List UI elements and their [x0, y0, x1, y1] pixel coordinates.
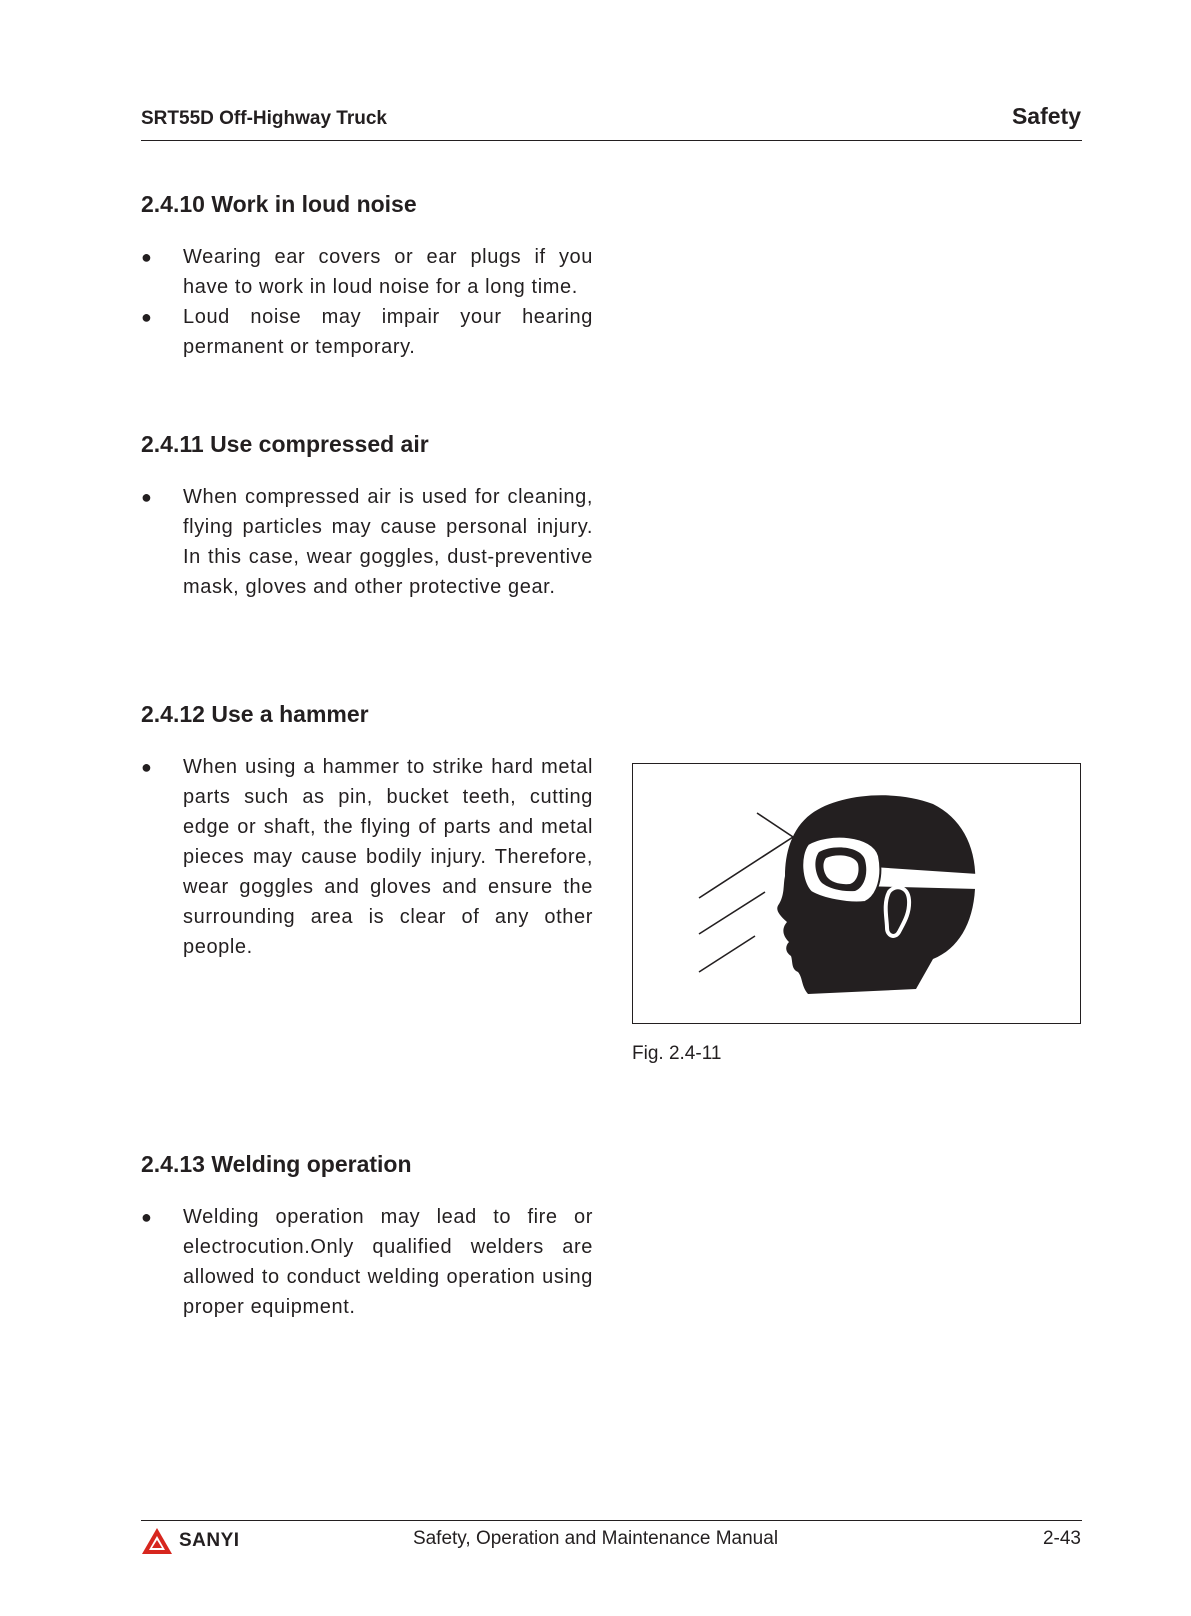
header-chapter: Safety — [1011, 103, 1081, 129]
page-number: 2-43 — [1042, 1528, 1081, 1549]
section-work-in-loud-noise — [141, 190, 593, 362]
bullet-icon: ● — [141, 1207, 153, 1227]
list-item-text: Wearing ear covers or ear plugs if you have to work in loud noise for a long time. — [183, 246, 593, 298]
figure-caption: Fig. 2.4-11 — [632, 1043, 722, 1064]
list-item-text: When using a hammer to strike hard metal parts such as pin, bucket teeth, cutting edge or shaft, the flying of parts and metal pieces may cause bodily injury. Therefore, wear goggles and gloves and ensure the surrounding area is clear of any other people. — [183, 756, 593, 958]
goggles-head-icon — [633, 764, 1082, 1025]
header-divider — [141, 140, 1082, 141]
section-use-compressed-air — [141, 430, 593, 602]
logo-text: SANYI — [179, 1530, 240, 1551]
bullet-icon: ● — [141, 247, 153, 267]
bullet-list — [141, 482, 593, 602]
section-heading: 2.4.12 Use a hammer — [141, 701, 369, 727]
section-heading: 2.4.13 Welding operation — [141, 1151, 412, 1177]
bullet-icon: ● — [141, 307, 153, 327]
section-use-a-hammer — [141, 700, 593, 962]
figure-frame — [632, 763, 1081, 1024]
bullet-icon: ● — [141, 757, 153, 777]
list-item-text: Welding operation may lead to fire or electrocution.Only qualified welders are allowed to conduct welding operation using proper equipment. — [183, 1206, 593, 1318]
footer-divider — [141, 1520, 1082, 1521]
bullet-list — [141, 752, 593, 962]
list-item — [141, 302, 593, 362]
section-heading: 2.4.10 Work in loud noise — [141, 191, 417, 217]
list-item — [141, 242, 593, 302]
list-item-text: When compressed air is used for cleaning, flying particles may cause personal injury. In this case, wear goggles, dust-preventive mask, gloves and other protective gear. — [183, 486, 593, 598]
header-doc-title: SRT55D Off-Highway Truck — [141, 108, 387, 129]
section-heading: 2.4.11 Use compressed air — [141, 431, 429, 457]
list-item — [141, 1202, 593, 1322]
list-item — [141, 752, 593, 962]
bullet-list — [141, 242, 593, 362]
bullet-list — [141, 1202, 593, 1322]
bullet-icon: ● — [141, 487, 153, 507]
list-item — [141, 482, 593, 602]
list-item-text: Loud noise may impair your hearing permanent or temporary. — [183, 306, 593, 358]
section-welding-operation — [141, 1150, 593, 1322]
footer-manual-title: Safety, Operation and Maintenance Manual — [412, 1528, 779, 1549]
